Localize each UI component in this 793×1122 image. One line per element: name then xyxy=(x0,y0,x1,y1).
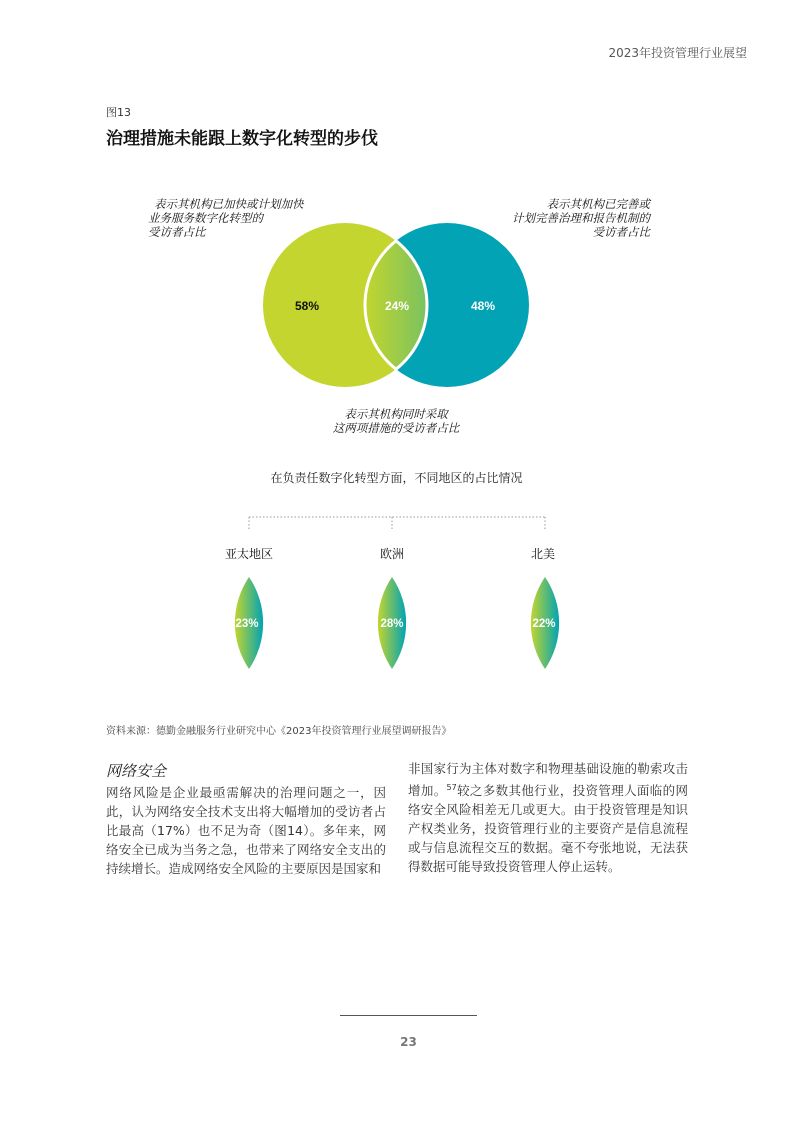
region-lens-north-america xyxy=(531,577,559,669)
report-header-title: 2023年投资管理行业展望 xyxy=(608,46,747,60)
body-paragraph-right-part-1: 非国家行为主体对数字和物理基础设施的勒索攻击增加。 xyxy=(408,761,688,799)
venn-label-left-line-2: 业务服务数字化转型的 xyxy=(148,211,263,225)
body-paragraph-right xyxy=(408,759,688,876)
venn-label-right-line-1: 表示其机构已完善或 xyxy=(546,197,650,211)
venn-value-left: 58% xyxy=(294,299,320,313)
venn-value-right: 48% xyxy=(470,299,496,313)
page-number: 23 xyxy=(400,1035,417,1049)
body-paragraph-right-part-2: 较之多数其他行业，投资管理人面临的网络安全风险相差无几或更大。由于投资管理是知识产权类业务，投资管理行业的主要资产是信息流程或与信息流程交互的数据。毫不夸张地说，无法获得数据可能导致投资管理人停止运转。 xyxy=(408,783,688,875)
region-lens-europe xyxy=(378,577,406,669)
figure-source: 资料来源：德勤金融服务行业研究中心《2023年投资管理行业展望调研报告》 xyxy=(106,726,452,737)
region-lens-apac xyxy=(235,577,263,669)
figure-title: 治理措施未能跟上数字化转型的步伐 xyxy=(106,129,378,149)
region-tree-connector xyxy=(249,517,545,530)
venn-label-right-line-3: 受访者占比 xyxy=(592,225,650,239)
venn-diagram xyxy=(263,223,529,387)
region-value-north-america: 22% xyxy=(532,618,556,630)
region-value-apac: 23% xyxy=(235,618,259,630)
venn-label-overlap-line-1: 表示其机构同时采取 xyxy=(344,407,448,421)
region-name-europe: 欧洲 xyxy=(379,547,404,561)
region-name-north-america: 北美 xyxy=(530,547,555,561)
venn-label-overlap-line-2: 这两项措施的受访者占比 xyxy=(332,421,460,435)
venn-label-right-line-2: 计划完善治理和报告机制的 xyxy=(512,211,650,225)
footer-divider xyxy=(340,1015,477,1016)
region-value-europe: 28% xyxy=(380,618,404,630)
section-title: 网络安全 xyxy=(106,762,167,780)
venn-label-right xyxy=(480,197,650,239)
region-caption: 在负责任数字化转型方面，不同地区的占比情况 xyxy=(270,471,523,485)
body-paragraph-left: 网络风险是企业最亟需解决的治理问题之一，因此，认为网络安全技术支出将大幅增加的受访者占比最高（17%）也不足为奇（图14）。多年来，网络安全已成为当务之急，也带来了网络安全支出的持续增长。造成网络安全风险的主要原因是国家和 xyxy=(106,785,386,876)
venn-label-left xyxy=(148,197,304,239)
venn-label-left-line-1: 表示其机构已加快或计划加快 xyxy=(154,197,304,211)
figure-number: 图13 xyxy=(106,106,131,119)
region-name-apac: 亚太地区 xyxy=(224,547,273,561)
footnote-reference: 57 xyxy=(446,783,457,792)
venn-label-left-line-3: 受访者占比 xyxy=(148,225,206,239)
venn-label-overlap xyxy=(296,407,496,435)
venn-value-overlap: 24% xyxy=(384,299,410,313)
